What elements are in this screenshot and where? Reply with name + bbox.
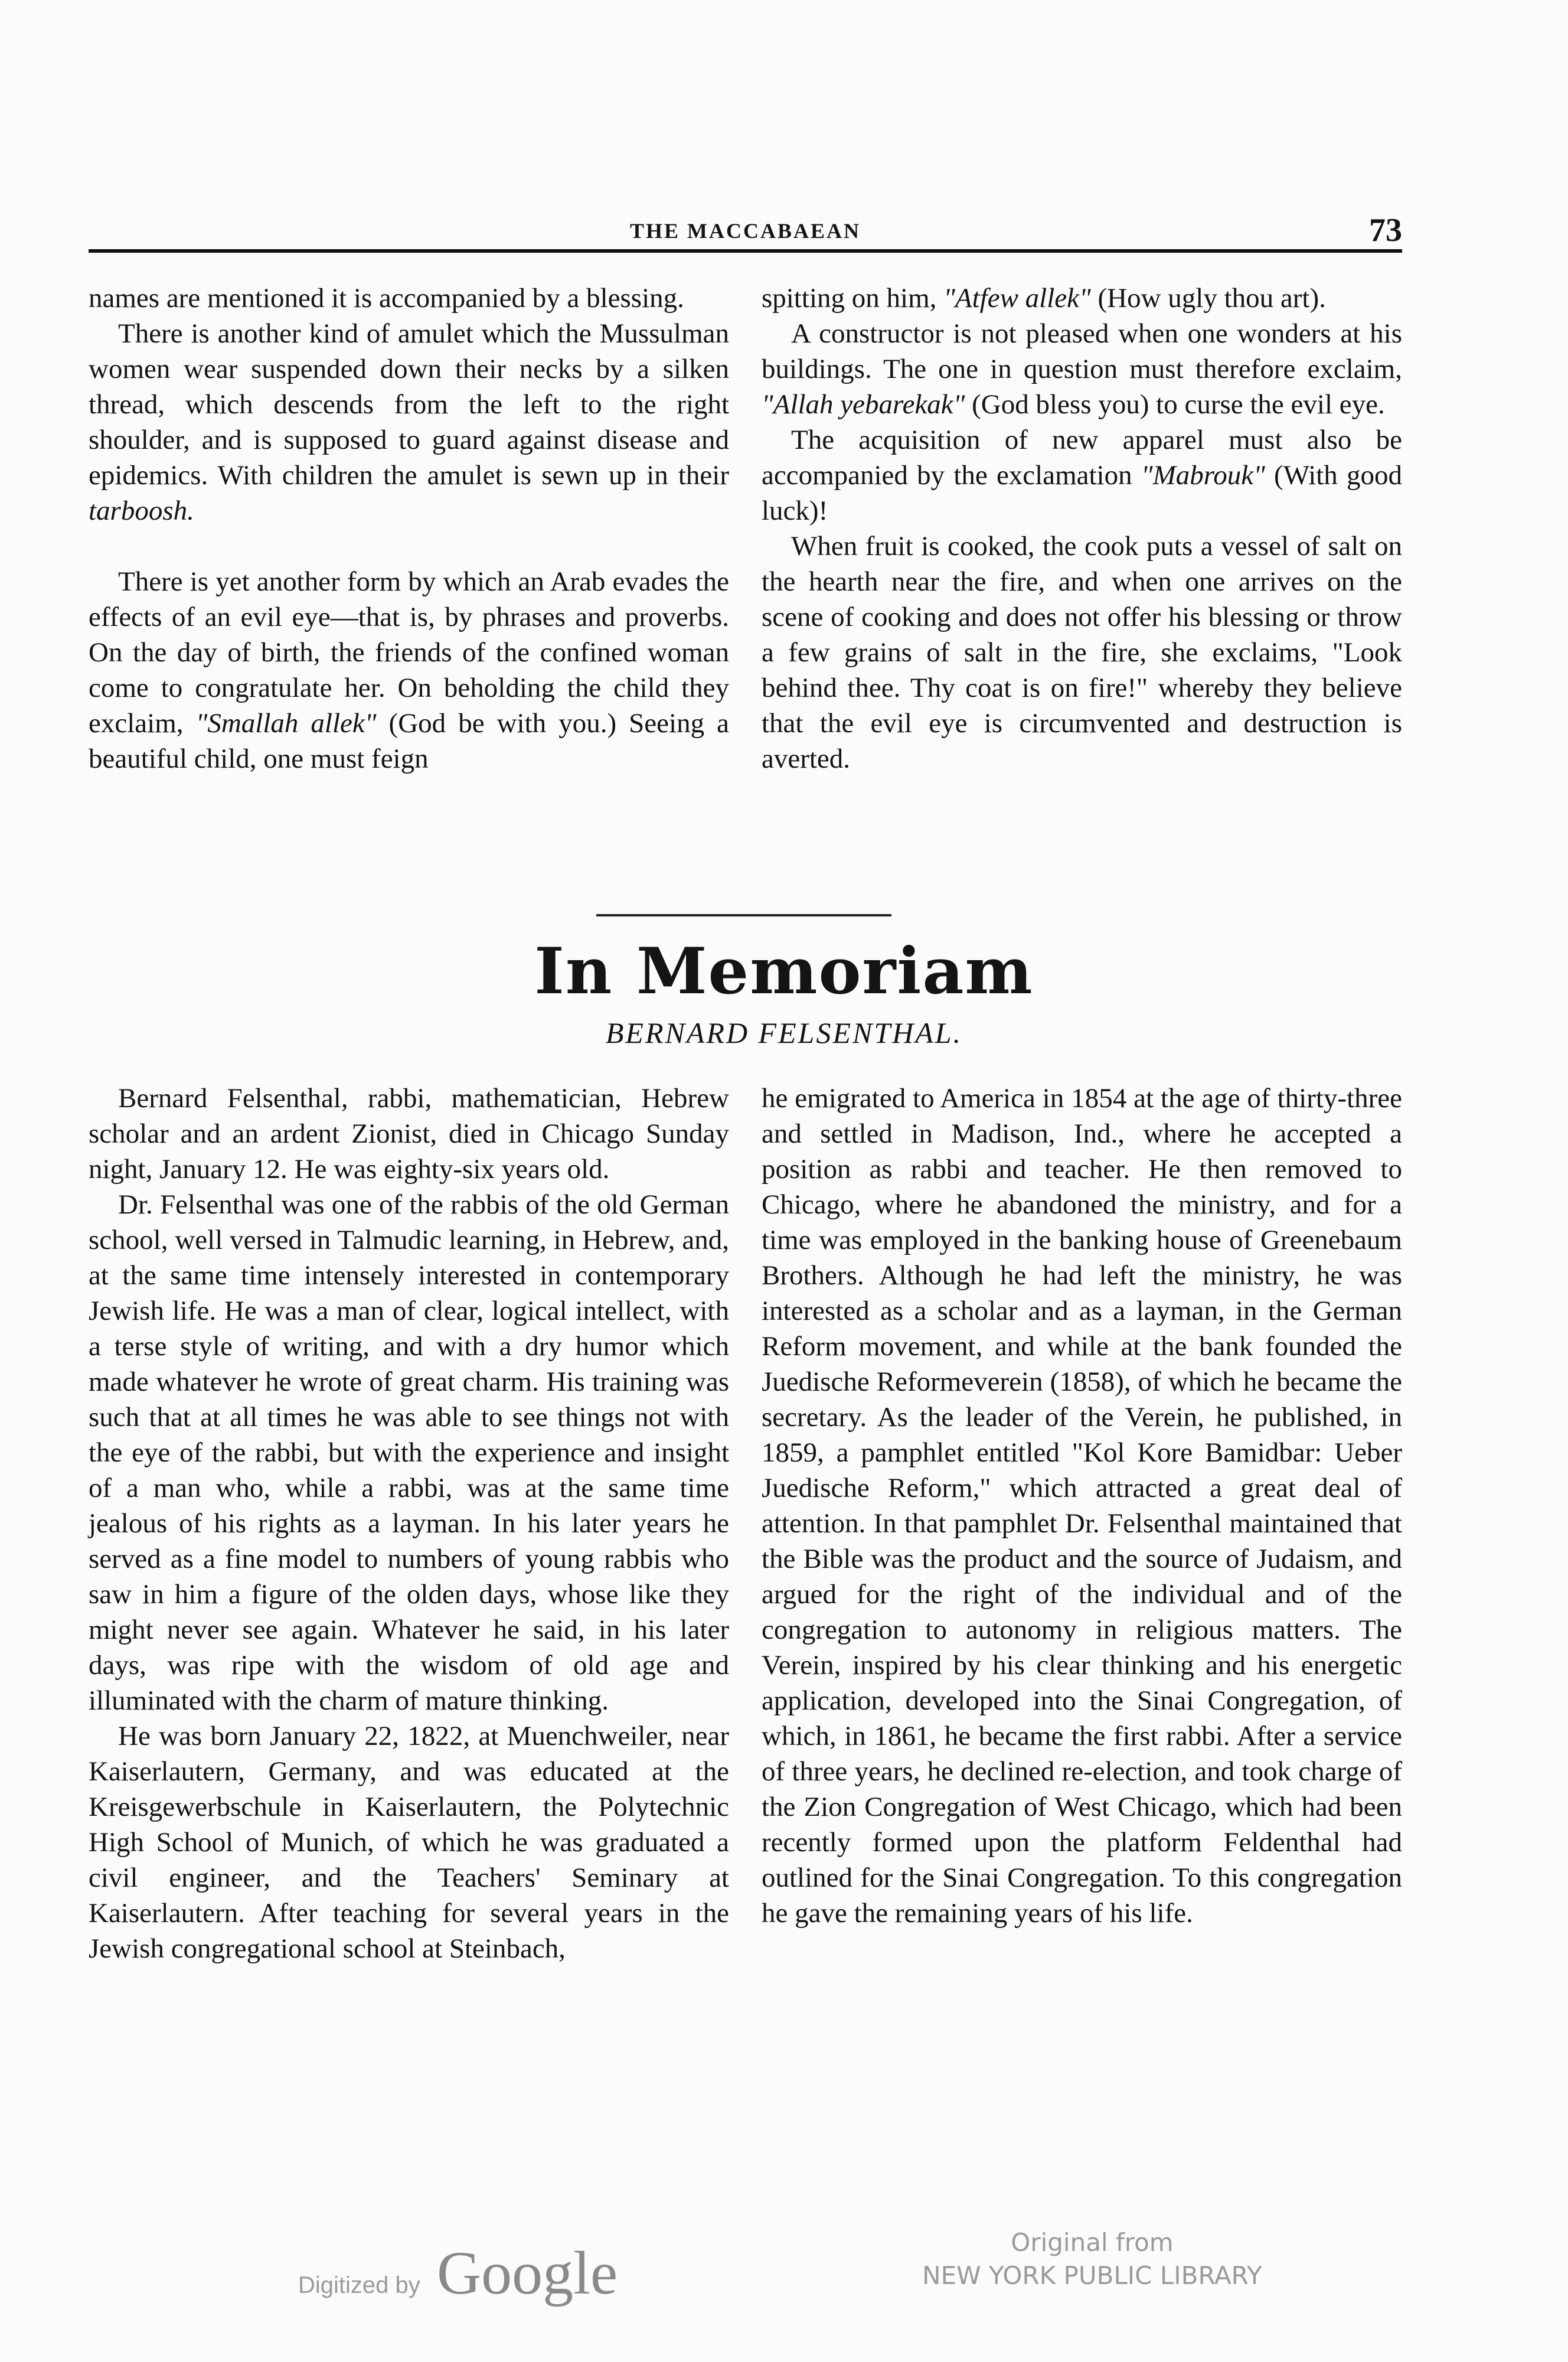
paragraph: When fruit is cooked, the cook puts a vessel of salt on the hearth near the fire, and when one arrives on the scene of cooking and does not offer his blessing or throw a few grains of salt in the fire, she exclaims, "Look behind thee. Thy coat is on fire!" whereby they believe that the evil eye is circumvented and destruction is averted. <box>762 531 1402 774</box>
paragraph-text: The acquisition of new apparel must also be accompanied by the exclamation <box>762 425 1402 491</box>
paragraph <box>89 564 729 777</box>
source-library-watermark <box>886 2226 1299 2292</box>
paragraph: he emigrated to America in 1854 at the age of thirty-three and settled in Madison, Ind., where he accepted a position as rabbi and teacher. He then removed to Chicago, where he abandoned the ministry, and for a time was employed in the banking house of Greenebaum Brothers. Although he had left the ministry, he was interested as a scholar and as a layman, in the German Reform movement, and while at the bank founded the Juedische Reformeverein (1858), of which he became the secretary. As the leader of the Verein, he published, in 1859, a pamphlet entitled "Kol Kore Bamidbar: Ueber Juedische Reform," which attracted a great deal of attention. In that pamphlet Dr. Felsenthal maintained that the Bible was the product and the source of Judaism, and argued for the right of the individual and of the congregation to autonomy in religious matters. The Verein, inspired by his clear thinking and his energetic application, developed into the Sinai Congregation, of which, in 1861, he became the first rabbi. After a service of three years, he declined re-election, and took charge of the Zion Congregation of West Chicago, which had been recently formed upon the platform Feldenthal had outlined for the Sinai Congregation. To this congregation he gave the remaining years of his life. <box>762 1083 1402 1929</box>
paragraph-text: A constructor is not pleased when one wonders at his buildings. The one in question must therefore exclaim, <box>762 318 1402 384</box>
google-logo: Google <box>437 2239 618 2307</box>
digitized-by-watermark <box>298 2238 652 2321</box>
page-number: 73 <box>1369 212 1402 249</box>
library-name: NEW YORK PUBLIC LIBRARY <box>922 2261 1262 2290</box>
italic-term: "Smallah allek" <box>195 708 377 739</box>
italic-term: "Atfew allek" <box>943 283 1091 314</box>
header-rule <box>89 249 1402 253</box>
bottom-right-column <box>762 1081 1402 1931</box>
journal-title: THE MACCABAEAN <box>629 219 861 243</box>
section-divider <box>596 914 891 916</box>
paragraph-text: spitting on him, <box>762 283 944 314</box>
paragraph: names are mentioned it is accompanied by a blessing. <box>89 283 684 314</box>
italic-term: "Mabrouk" <box>1141 460 1265 491</box>
bottom-left-column <box>89 1081 729 1966</box>
running-header <box>89 212 1402 254</box>
paragraph <box>89 316 729 528</box>
paragraph <box>762 422 1402 528</box>
italic-term: "Allah yebarekak" <box>762 389 965 420</box>
paragraph-text: (With good luck)! <box>762 460 1403 526</box>
paragraph <box>762 316 1402 422</box>
top-left-column <box>89 280 729 777</box>
paragraph: Bernard Felsenthal, rabbi, mathematician, Hebrew scholar and an ardent Zionist, died in Chicago Sunday night, January 12. He was eighty-six years old. <box>89 1083 729 1185</box>
obituary-subject: BERNARD FELSENTHAL. <box>605 1016 963 1049</box>
section-heading: In Memoriam <box>534 934 1034 1009</box>
paragraph-text: (God be with you.) Seeing a beautiful child, one must feign <box>89 708 729 774</box>
paragraph <box>762 280 1402 316</box>
digitized-label: Digitized by <box>298 2272 420 2298</box>
original-from-label: Original from <box>1011 2228 1174 2257</box>
paragraph-text: There is another kind of amulet which the Mussulman women wear suspended down their necks by a silken thread, which descends from the left to the right shoulder, and is supposed to guard against disease and epidemics. With children the amulet is sewn up in their <box>89 318 729 491</box>
italic-term: tarboosh. <box>89 495 194 526</box>
paragraph-text: (How ugly thou art). <box>1090 283 1326 314</box>
paragraph: Dr. Felsenthal was one of the rabbis of the old German school, well versed in Talmudic learning, in Hebrew, and, at the same time intensely interested in contemporary Jewish life. He was a man of clear, logical intellect, with a terse style of writing, and with a dry humor which made whatever he wrote of great charm. His training was such that at all times he was able to see things not with the eye of the rabbi, but with the experience and insight of a man who, while a rabbi, was at the same time jealous of his rights as a layman. In his later years he served as a fine model to numbers of young rabbis who saw in him a figure of the olden days, whose like they might never see again. Whatever he said, in his later days, was ripe with the wisdom of old age and illuminated with the charm of mature thinking. <box>89 1189 729 1716</box>
paragraph-text: (God bless you) to curse the evil eye. <box>965 389 1385 420</box>
top-right-column <box>762 280 1402 777</box>
paragraph-text: There is yet another form by which an Arab evades the effects of an evil eye—that is, by phrases and proverbs. On the day of birth, the friends of the confined woman come to congratulate her. On beholding the child they exclaim, <box>89 566 729 739</box>
paragraph-gap <box>89 528 729 564</box>
paragraph: He was born January 22, 1822, at Muenchweiler, near Kaiserlautern, Germany, and was educated at the Kreisgewerbschule in Kaiserlautern, the Polytechnic High School of Munich, of which he was graduated a civil engineer, and the Teachers' Seminary at Kaiserlautern. After teaching for several years in the Jewish congregational school at Steinbach, <box>89 1721 729 1964</box>
